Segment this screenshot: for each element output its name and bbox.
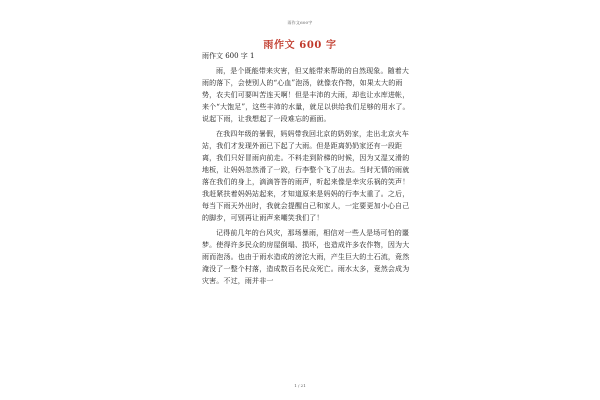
- document-title: 雨作文 600 字: [263, 40, 337, 51]
- paragraph-1: 雨，是个既能带来灾害，但又能带来帮助的自然现象。随着大雨的落下，会使别人的“心血”泡汤，就像农作物，如果太大的雨势，农夫们可要叫苦连天啊！但是丰沛的大雨，却也让水库进帐，来个“大饱足”，这些丰沛的水量，就足以供给我们足够的用水了。说起下雨，让我想起了一段难忘的画面。: [202, 67, 410, 123]
- section-subtitle: 雨作文 600 字 1: [202, 52, 255, 60]
- paragraph-3: 记得前几年的台风灾，那场暴雨，相信对一些人是场可怕的噩梦。使得许多民众的房屋倒塌、损坏，也造成许多农作物，因为大雨而泡汤。也由于雨水造成的滂沱大雨，产生巨大的土石流，竟然淹没了一整个村落，造成数百名民众死亡。雨水太多，竟然会成为灾害。不过，雨并非一: [202, 229, 410, 285]
- paragraph-2: 在我四年级的暑假，妈妈带我回北京的奶奶家，走出北京火车站，我们才发现外面已下起了大雨。但是距离奶奶家还有一段距离，我们只好冒雨向前走。不料走到阶梯的时候，因为又湿又滑的地板，让妈妈忽然滑了一跤，行李整个飞了出去。当时无情的雨就落在我们的身上，滴滴答答的雨声，听起来像是幸灾乐祸的笑声！我赶紧扶着妈妈站起来，才知道原来是妈妈的行李太重了。之后，每当下雨天外出时，我就会提醒自己和家人，一定要更加小心自己的脚步，可别再让雨声来嘲笑我们了！: [202, 130, 410, 222]
- running-header: 雨作文600字: [287, 20, 313, 25]
- document-body: [202, 51, 410, 290]
- page-number: 1 / 21: [294, 383, 306, 388]
